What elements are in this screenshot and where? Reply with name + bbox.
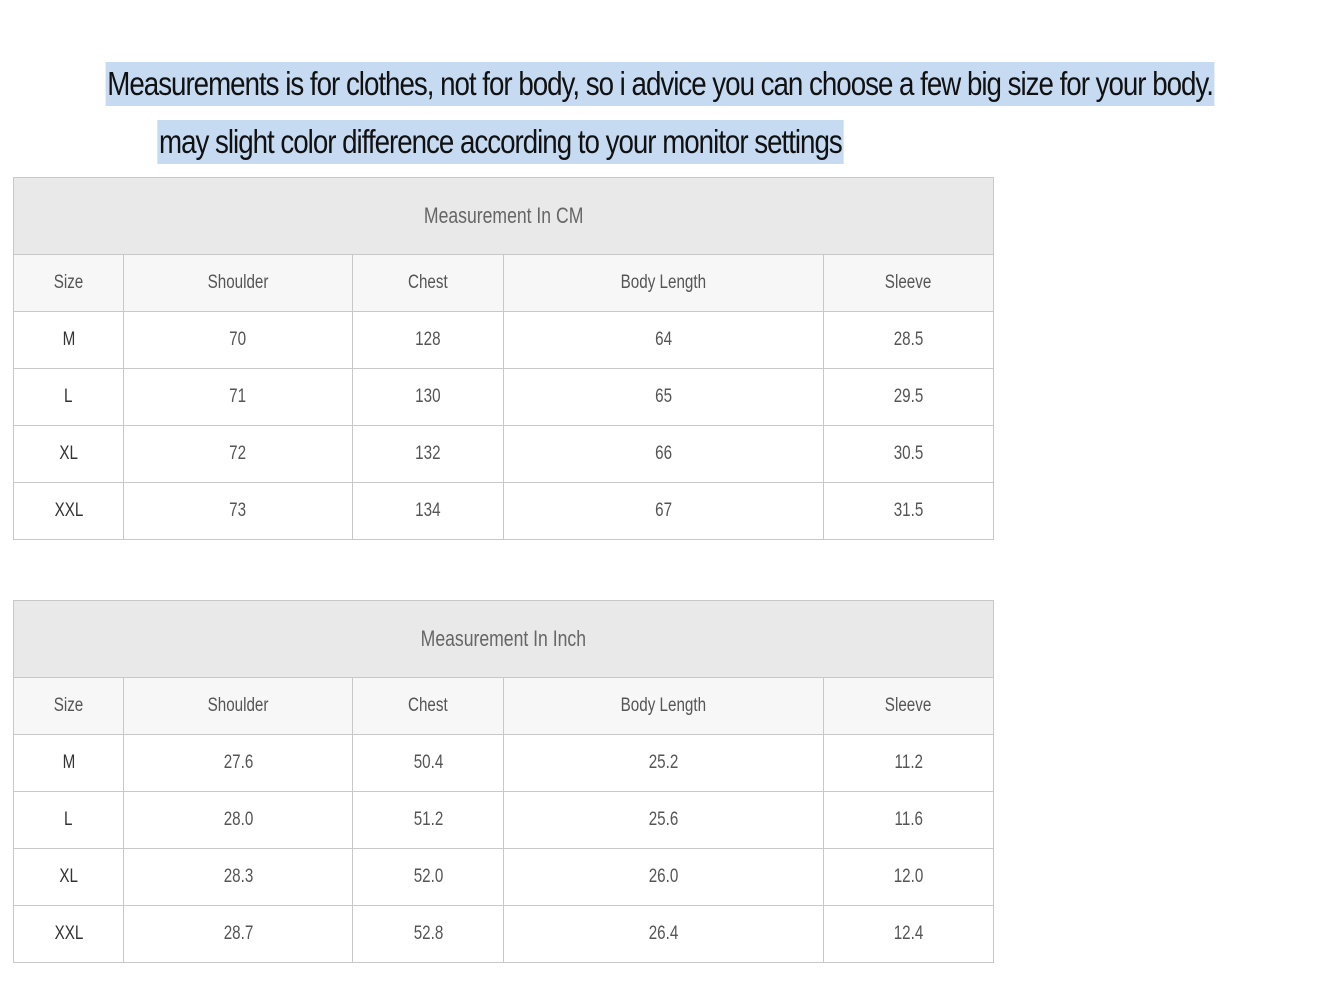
column-header-size: Size [14,255,124,312]
table-title-cm: Measurement In CM [14,178,994,255]
table-row [14,369,994,426]
size-table-cm [13,177,994,540]
sleeve-cell: 28.5 [824,312,994,369]
body-length-cell: 67 [504,483,824,540]
column-header-size: Size [14,678,124,735]
column-header-body-length: Body Length [504,255,824,312]
shoulder-cell: 27.6 [124,735,353,792]
body-length-cell: 26.4 [504,906,824,963]
column-header-shoulder: Shoulder [124,678,353,735]
sleeve-cell: 31.5 [824,483,994,540]
shoulder-cell: 70 [124,312,353,369]
sleeve-cell: 29.5 [824,369,994,426]
size-cell: M [14,312,124,369]
size-cell: L [14,792,124,849]
shoulder-cell: 28.0 [124,792,353,849]
column-header-shoulder: Shoulder [124,255,353,312]
table-header-row [14,255,994,312]
table-row [14,312,994,369]
column-header-sleeve: Sleeve [824,678,994,735]
chest-cell: 52.0 [353,849,504,906]
body-length-cell: 66 [504,426,824,483]
chest-cell: 134 [353,483,504,540]
size-table-inch [13,600,994,963]
chest-cell: 50.4 [353,735,504,792]
size-cell: XXL [14,906,124,963]
chest-cell: 128 [353,312,504,369]
chest-cell: 52.8 [353,906,504,963]
sleeve-cell: 11.6 [824,792,994,849]
column-header-chest: Chest [353,255,504,312]
shoulder-cell: 28.3 [124,849,353,906]
note-color-difference: may slight color difference according to your monitor settings [157,120,843,164]
sleeve-cell: 12.0 [824,849,994,906]
table-title-inch: Measurement In Inch [14,601,994,678]
body-length-cell: 64 [504,312,824,369]
size-cell: XXL [14,483,124,540]
body-length-cell: 26.0 [504,849,824,906]
size-cell: M [14,735,124,792]
table-row [14,483,994,540]
chest-cell: 130 [353,369,504,426]
note-measurement-advice: Measurements is for clothes, not for body, so i advice you can choose a few big size for your body. [106,62,1215,106]
size-cell: XL [14,849,124,906]
shoulder-cell: 28.7 [124,906,353,963]
table-header-row [14,678,994,735]
size-cell: L [14,369,124,426]
size-notes [0,62,1213,170]
chest-cell: 51.2 [353,792,504,849]
table-row [14,792,994,849]
shoulder-cell: 71 [124,369,353,426]
sleeve-cell: 12.4 [824,906,994,963]
shoulder-cell: 72 [124,426,353,483]
table-row [14,426,994,483]
table-row [14,735,994,792]
size-cell: XL [14,426,124,483]
sleeve-cell: 30.5 [824,426,994,483]
shoulder-cell: 73 [124,483,353,540]
column-header-sleeve: Sleeve [824,255,994,312]
body-length-cell: 65 [504,369,824,426]
body-length-cell: 25.6 [504,792,824,849]
table-row [14,906,994,963]
body-length-cell: 25.2 [504,735,824,792]
table-row [14,849,994,906]
chest-cell: 132 [353,426,504,483]
column-header-chest: Chest [353,678,504,735]
column-header-body-length: Body Length [504,678,824,735]
sleeve-cell: 11.2 [824,735,994,792]
